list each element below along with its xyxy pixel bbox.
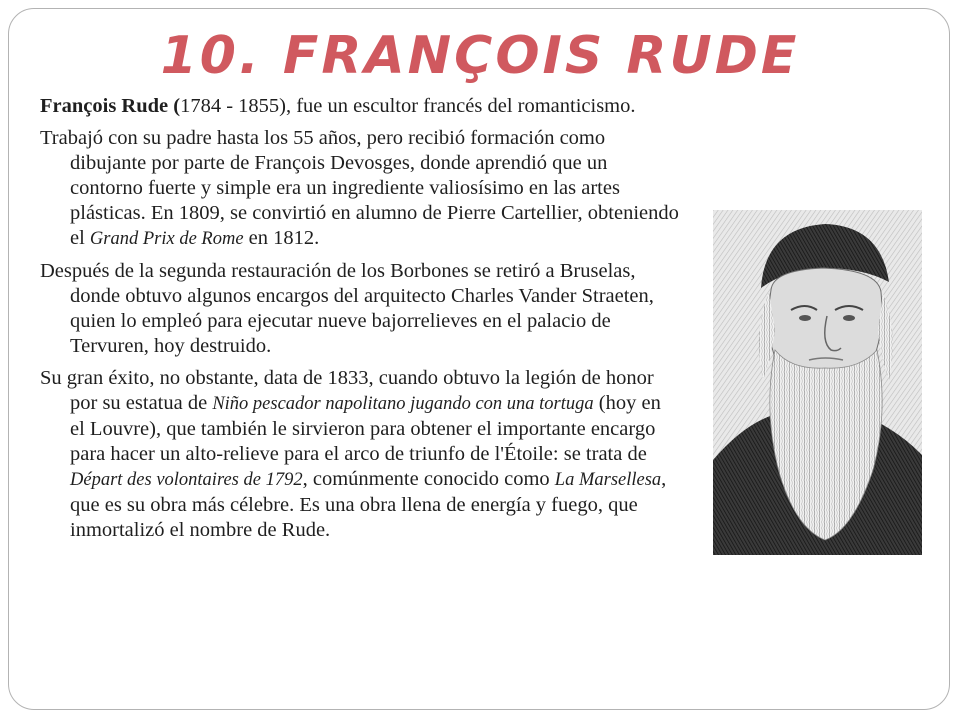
paragraph-training xyxy=(40,126,680,252)
depart-title-italic: Départ des volontaires de 1792 xyxy=(70,470,303,490)
intro-text: 1784 - 1855), fue un escultor francés del romanticismo. xyxy=(180,95,636,117)
paragraph-success xyxy=(40,366,680,543)
marsellesa-italic: La Marsellesa xyxy=(554,470,662,490)
brussels-text: Después de la segunda restauración de los Borbones se retiró a Bruselas, donde obtuvo algunos encargos del arquitecto Charles Vander Straeten, quien lo empleó para ejecutar nueve bajorrelieves en el palacio de Tervuren, hoy destruido. xyxy=(40,260,654,357)
paragraph-brussels xyxy=(40,259,680,359)
success-text-d: , que es su obra más célebre. Es una obra llena de energía y fuego, que inmortalizó el nombre de Rude. xyxy=(70,468,667,541)
portrait-image xyxy=(713,210,922,555)
training-text-b: en 1812. xyxy=(243,227,320,249)
grand-prix-italic: Grand Prix de Rome xyxy=(89,229,244,249)
body-text xyxy=(40,94,680,550)
success-text-a: Su gran éxito, no obstante, data de 1833, cuando obtuvo la legión de honor por su estatua de xyxy=(40,367,654,414)
paragraph-intro xyxy=(40,94,680,119)
slide-title: 10. FRANÇOIS RUDE xyxy=(160,26,800,86)
statue-title-italic: Niño pescador napolitano jugando con una tortuga xyxy=(212,394,594,414)
success-text-b: (hoy en el Louvre), que también le sirvieron para obtener el importante encargo para hacer un alto-relieve para el arco de triunfo de l'Étoile: se trata de xyxy=(70,392,661,465)
name-bold: François Rude ( xyxy=(40,95,181,117)
portrait-engraving-icon xyxy=(713,210,922,555)
training-text-a: Trabajó con su padre hasta los 55 años, pero recibió formación como dibujante por parte de François Devosges, donde aprendió que un contorno fuerte y simple era un ingrediente valiosísimo en las artes plásticas. En 1809, se convirtió en alumno de Pierre Cartellier, obteniendo el xyxy=(40,127,679,249)
success-text-c: , comúnmente conocido como xyxy=(302,468,555,490)
